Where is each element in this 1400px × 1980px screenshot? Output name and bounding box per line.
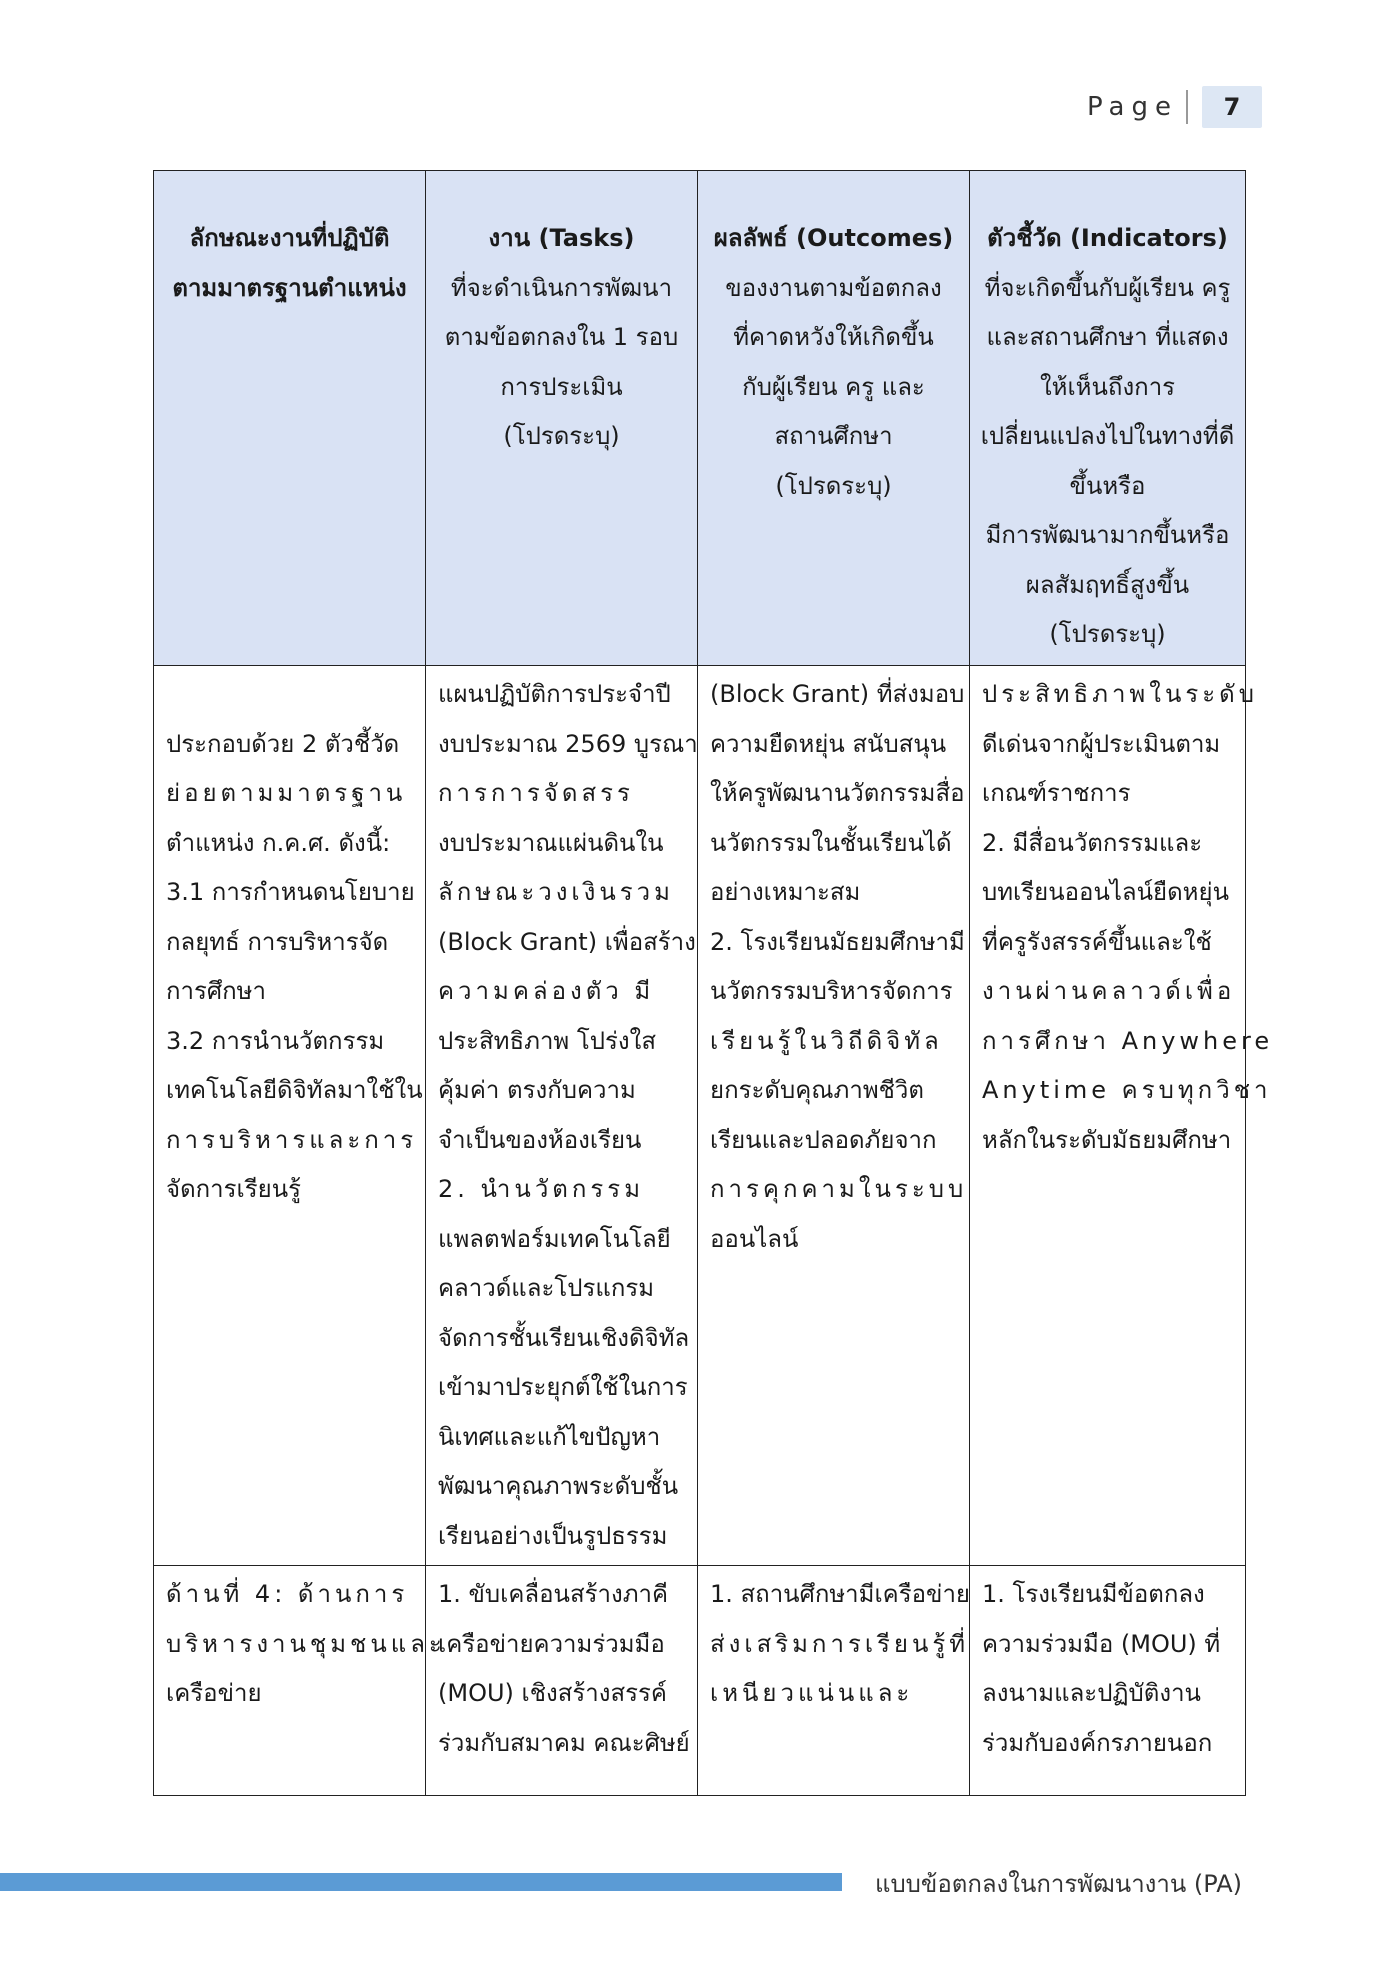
cell-line: ประสิทธิภาพ โปร่งใส [438, 1026, 656, 1055]
cell-line: คุ้มค่า ตรงกับความ [438, 1076, 636, 1104]
header-line: ที่จะดำเนินการพัฒนา [450, 273, 673, 302]
cell-line: 2. นำนวัตกรรม [438, 1175, 645, 1203]
cell-line: เรียนรู้ในวิถีดิจิทัล [710, 1026, 943, 1055]
cell-line: ร่วมกับสมาคม คณะศิษย์ [438, 1728, 690, 1757]
row2-indicators [970, 1566, 1246, 1796]
header-line: ของงานตามข้อตกลง [725, 273, 942, 302]
cell-line: นวัตกรรมในชั้นเรียนได้ [710, 828, 952, 857]
row1-tasks [426, 666, 698, 1566]
page-header [1087, 86, 1262, 128]
header-line: (โปรดระบุ) [775, 471, 892, 500]
cell-line: ประกอบด้วย 2 ตัวชี้วัด [166, 729, 400, 758]
cell-line: หลักในระดับมัธยมศึกษา [982, 1125, 1232, 1154]
row2-outcomes [698, 1566, 970, 1796]
cell-line: ย่อยตามมาตรฐาน [166, 779, 407, 807]
cell-line: เกณฑ์ราชการ [982, 779, 1131, 807]
cell-line: 1. ขับเคลื่อนสร้างภาคี [438, 1580, 669, 1608]
page-separator [1186, 90, 1188, 124]
cell-line: บทเรียนออนไลน์ยืดหยุ่น [982, 878, 1229, 906]
header-line: (โปรดระบุ) [503, 422, 620, 450]
cell-line: ร่วมกับองค์กรภายนอก [982, 1728, 1213, 1757]
cell-line: พัฒนาคุณภาพระดับชั้น [438, 1472, 679, 1500]
row2-standard [154, 1566, 446, 1796]
cell-line: การคุกคามในระบบ [710, 1175, 968, 1203]
cell-line: การศึกษา [166, 977, 266, 1005]
table-row [154, 1566, 1246, 1796]
cell-line: Anytime ครบทุกวิชา [982, 1076, 1272, 1104]
cell-line: ที่ครูรังสรรค์ขึ้นและใช้ [982, 927, 1212, 956]
cell-line: ประสิทธิภาพในระดับ [982, 680, 1258, 708]
cell-line: 1. โรงเรียนมีข้อตกลง [982, 1580, 1205, 1608]
cell-line: การการจัดสรร [438, 779, 634, 807]
pa-table [153, 170, 1274, 1796]
page-label: Page [1087, 92, 1178, 122]
header-indicators [970, 171, 1246, 666]
cell-line: เทคโนโลยีดิจิทัลมาใช้ใน [166, 1076, 423, 1104]
header-line: ตามข้อตกลงใน 1 รอบ [444, 323, 679, 351]
header-line: ผลสัมฤทธิ์สูงขึ้น [1025, 570, 1190, 599]
cell-line: ตำแหน่ง ก.ค.ศ. ดังนี้: [166, 828, 391, 857]
cell-line: เครือข่ายความร่วมมือ [438, 1629, 665, 1658]
header-title: ตัวชี้วัด (Indicators) [987, 224, 1228, 252]
cell-line: 1. สถานศึกษามีเครือข่าย [710, 1580, 970, 1608]
cell-line: อย่างเหมาะสม [710, 878, 861, 906]
header-line: ขึ้นหรือ [1069, 471, 1146, 500]
cell-line: ส่งเสริมการเรียนรู้ที่ [710, 1629, 970, 1658]
cell-line: 2. โรงเรียนมัธยมศึกษามี [710, 927, 965, 956]
header-title: ผลลัพธ์ (Outcomes) [713, 224, 954, 252]
cell-line: เหนียวแน่นและ [710, 1679, 914, 1707]
cell-line: 3.1 การกำหนดนโยบาย [166, 878, 415, 906]
footer-text: แบบข้อตกลงในการพัฒนางาน (PA) [874, 1870, 1242, 1898]
cell-line: ยกระดับคุณภาพชีวิต [710, 1076, 924, 1104]
cell-line: งานผ่านคลาวด์เพื่อ [982, 977, 1236, 1005]
cell-line: (MOU) เชิงสร้างสรรค์ [438, 1679, 667, 1707]
header-line: มีการพัฒนามากขึ้นหรือ [985, 521, 1230, 549]
row1-outcomes [698, 666, 970, 1566]
cell-line [166, 670, 413, 720]
cell-line: การศึกษา Anywhere [982, 1026, 1274, 1055]
header-line: และสถานศึกษา ที่แสดง [986, 323, 1229, 351]
row2-tasks [426, 1566, 698, 1796]
cell-line: ออนไลน์ [710, 1224, 799, 1253]
cell-line: ลงนามและปฏิบัติงาน [982, 1679, 1201, 1707]
page-number: 7 [1202, 86, 1262, 128]
row1-indicators [970, 666, 1274, 1566]
cell-line: ด้านที่ 4: ด้านการ [166, 1580, 409, 1608]
cell-line: ความร่วมมือ (MOU) ที่ [982, 1629, 1221, 1658]
header-outcomes [698, 171, 970, 666]
cell-line: ความยืดหยุ่น สนับสนุน [710, 729, 947, 758]
cell-line: ลักษณะวงเงินรวม [438, 878, 674, 906]
cell-line: จำเป็นของห้องเรียน [438, 1125, 642, 1154]
header-line: กับผู้เรียน ครู และ [742, 372, 925, 401]
cell-line: จัดการเรียนรู้ [166, 1175, 301, 1203]
cell-line: นวัตกรรมบริหารจัดการ [710, 977, 953, 1005]
header-tasks [426, 171, 698, 666]
cell-line: งบประมาณ 2569 บูรณา [438, 729, 698, 758]
cell-line: เรียนอย่างเป็นรูปธรรม [438, 1521, 668, 1550]
header-line: สถานศึกษา [774, 422, 893, 450]
cell-line: คลาวด์และโปรแกรม [438, 1274, 655, 1302]
cell-line: เรียนและปลอดภัยจาก [710, 1125, 937, 1154]
cell-line: แผนปฏิบัติการประจำปี [438, 680, 671, 708]
cell-line: งบประมาณแผ่นดินใน [438, 828, 664, 857]
header-line: การประเมิน [500, 372, 623, 401]
cell-line: การบริหารและการ [166, 1125, 418, 1154]
header-line: เปลี่ยนแปลงไปในทางที่ดี [980, 422, 1235, 450]
row1-standard [154, 666, 426, 1566]
cell-line: จัดการชั้นเรียนเชิงดิจิทัล [438, 1323, 690, 1352]
cell-line: เครือข่าย [166, 1679, 262, 1707]
header-line: ให้เห็นถึงการ [1039, 372, 1176, 401]
cell-line: บริหารงานชุมชนและ [166, 1629, 446, 1658]
cell-line: (Block Grant) เพื่อสร้าง [438, 927, 696, 956]
cell-line: กลยุทธ์ การบริหารจัด [166, 927, 389, 956]
header-standard: ลักษณะงานที่ปฏิบัติ ตามมาตรฐานตำแหน่ง [154, 171, 426, 666]
cell-line: นิเทศและแก้ไขปัญหา [438, 1422, 661, 1451]
cell-line: ความคล่องตัว มี [438, 977, 655, 1005]
footer-bar [0, 1873, 842, 1891]
cell-line: แพลตฟอร์มเทคโนโลยี [438, 1224, 671, 1253]
header-title: งาน (Tasks) [488, 224, 635, 252]
cell-line: (Block Grant) ที่ส่งมอบ [710, 680, 965, 708]
table-header-row [154, 171, 1246, 666]
cell-line: ให้ครูพัฒนานวัตกรรมสื่อ [710, 779, 965, 807]
header-line: ที่จะเกิดขึ้นกับผู้เรียน ครู [984, 273, 1231, 302]
cell-line: เข้ามาประยุกต์ใช้ในการ [438, 1373, 688, 1401]
table-row [154, 666, 1246, 1566]
header-line: (โปรดระบุ) [1049, 620, 1166, 648]
cell-line: ดีเด่นจากผู้ประเมินตาม [982, 729, 1221, 758]
header-line: ที่คาดหวังให้เกิดขึ้น [733, 323, 934, 351]
cell-line: 2. มีสื่อนวัตกรรมและ [982, 828, 1203, 857]
cell-line: 3.2 การนำนวัตกรรม [166, 1026, 385, 1055]
